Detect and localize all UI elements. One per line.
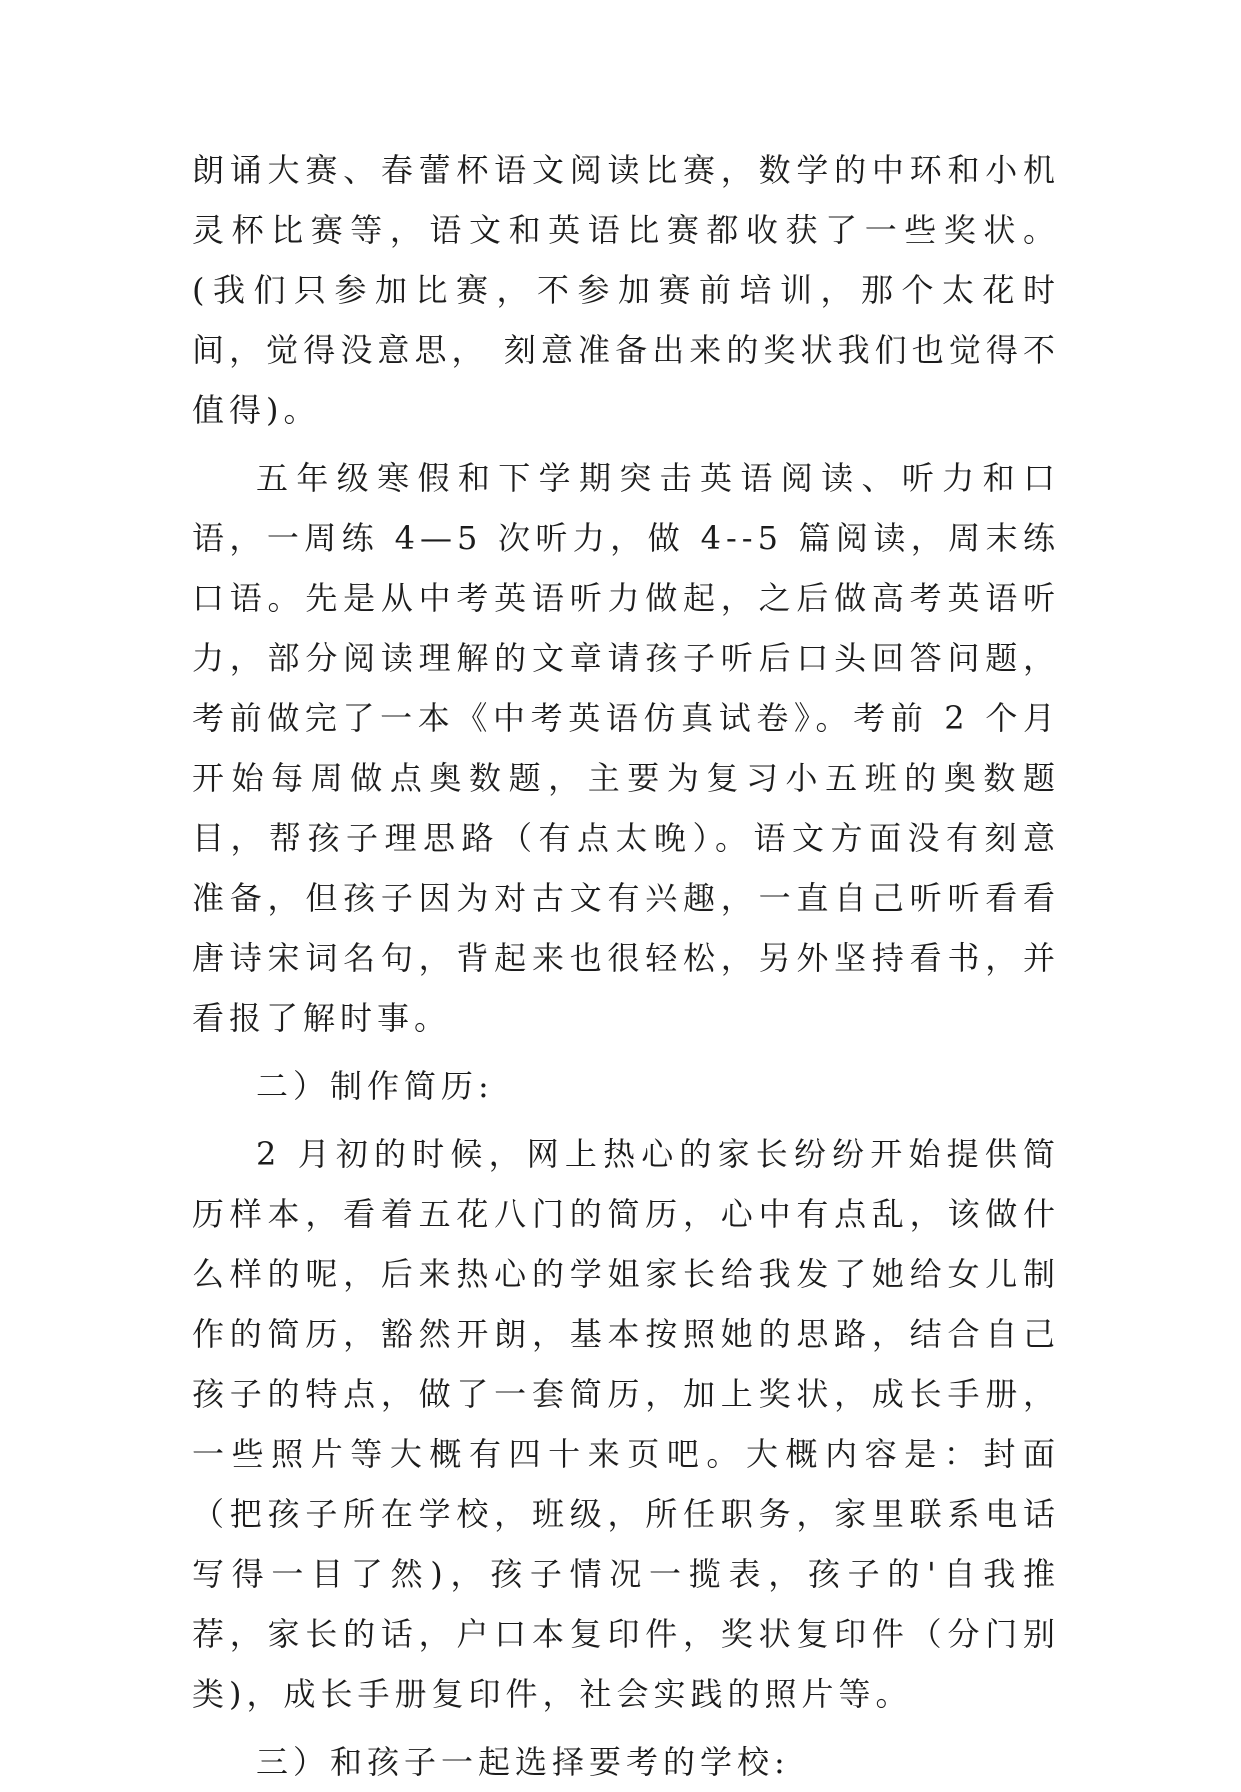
paragraph-resume-content: 2 月初的时候，网上热心的家长纷纷开始提供简历样本，看着五花八门的简历，心中有点乱，该做什么样的呢，后来热心的学姐家长给我发了她给女儿制作的简历，豁然开朗，基本按照她的思路，结合自己孩子的特点，做了一套简历，加上奖状，成长手册，一些照片等大概有四十来页吧。大概内容是：封面（把孩子所在学校，班级，所任职务，家里联系电话写得一目了然)，孩子情况一揽表，孩子的'自我推荐，家长的话，户口本复印件，奖状复印件（分门别类)，成长手册复印件，社会实践的照片等。 [192, 1135, 1060, 1713]
section-heading-choose-school: 三）和孩子一起选择要考的学校: [256, 1743, 790, 1781]
paragraph-competitions: 朗诵大赛、春蕾杯语文阅读比赛，数学的中环和小机灵杯比赛等，语文和英语比赛都收获了一些奖状。(我们只参加比赛，不参加赛前培训，那个太花时间，觉得没意思， 刻意准备出来的奖状我们也觉得不值得)。 [192, 151, 1060, 429]
section-heading-resume: 二）制作简历: [256, 1067, 494, 1105]
paragraph-grade-five-preparation: 五年级寒假和下学期突击英语阅读、听力和口语，一周练 4—5 次听力，做 4--5 篇阅读，周末练口语。先是从中考英语听力做起，之后做高考英语听力，部分阅读理解的文章请孩子听后口头回答问题， 考前做完了一本《中考英语仿真试卷》。考前 2 个月开始每周做点奥数题，主要为复习小五班的奥数题目，帮孩子理思路（有点太晚）。语文方面没有刻意准备，但孩子因为对古文有兴趣，一直自己听听看看唐诗宋词名句，背起来也很轻松，另外坚持看书，并看报了解时事。 [192, 459, 1060, 1037]
document-body [192, 140, 1060, 1792]
